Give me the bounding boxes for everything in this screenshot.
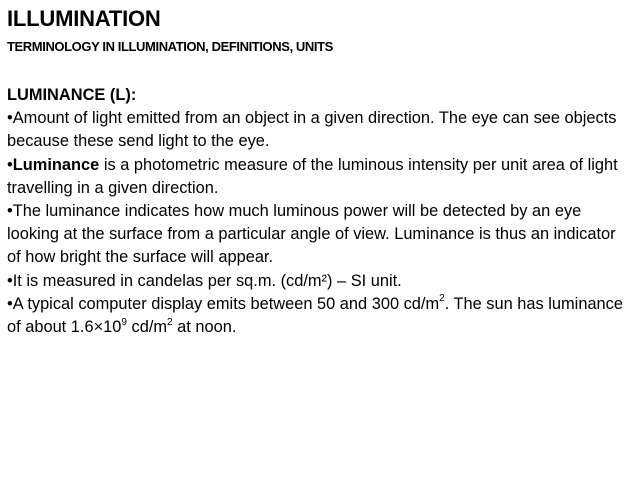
bullet-5-superscript-1: 2	[439, 293, 445, 305]
bullet-4: •It is measured in candelas per sq.m. (cd/m²) – SI unit.	[7, 271, 402, 290]
bullet-5-text-1: •A typical computer display emits between 50 and 300 cd/m	[7, 294, 440, 313]
slide-subtitle: TERMINOLOGY IN ILLUMINATION, DEFINITIONS, UNITS	[7, 39, 333, 54]
bullet-5-superscript-3: 2	[167, 316, 173, 328]
bullet-5-text-2: . The sun has luminance of about 1.6×10	[7, 294, 623, 337]
slide-title: ILLUMINATION	[7, 6, 161, 31]
bullet-2-text: is a photometric measure of the luminous intensity per unit area of light travelling in a given direction.	[7, 155, 618, 197]
bullet-3: •The luminance indicates how much luminous power will be detected by an eye looking at the surface from a particular angle of view. Luminance is thus an indicator of how bright the surface will appear.	[7, 202, 616, 267]
slide-content	[7, 84, 631, 339]
bullet-2-bold-term: Luminance	[12, 155, 100, 174]
bullet-1: •Amount of light emitted from an object in a given direction. The eye can see objects because these send light to the eye.	[7, 109, 617, 151]
bullet-5-text-3: cd/m	[126, 318, 168, 337]
bullet-2	[7, 154, 631, 200]
bullet-5-superscript-2: 9	[121, 316, 127, 328]
section-heading: LUMINANCE (L):	[7, 86, 137, 104]
bullet-5-text-4: at noon.	[172, 318, 237, 337]
bullet-2-marker: •	[7, 155, 13, 174]
bullet-5	[7, 293, 631, 339]
